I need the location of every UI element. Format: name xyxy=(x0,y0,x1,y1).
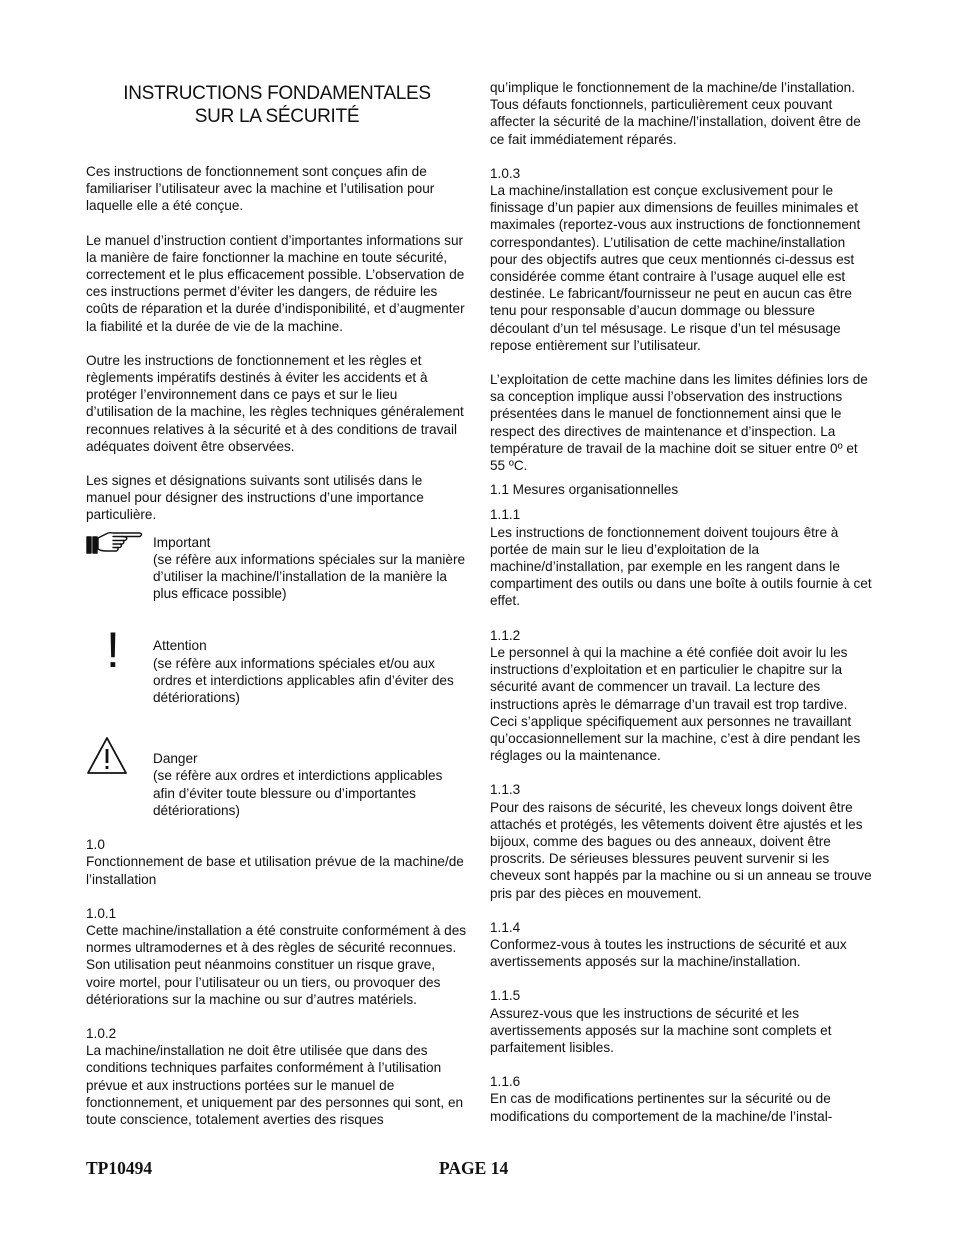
attention-notice xyxy=(86,622,468,706)
section-1-1-6 xyxy=(490,1073,872,1125)
section-text: Assurez-vous que les instructions de sécurité et les avertissements apposés sur la machine sont complets et parfaitement lisibles. xyxy=(490,1005,832,1055)
section-number: 1.1.2 xyxy=(490,627,521,643)
section-number: 1.0.1 xyxy=(86,905,117,921)
pointing-hand-icon xyxy=(86,530,146,560)
warning-triangle-icon xyxy=(86,736,128,780)
section-number: 1.1.3 xyxy=(490,782,521,798)
section-text: La machine/installation est conçue exclusivement pour le finissage d’un papier aux dimensions de feuilles minimales et maximales (reportez-vous aux instructions de fonctionnement correspondantes). L’utilisation de cette machine/installation pour des objectifs autres que ceux mentionnés ci-dessus est considérée comme étant contraire à l’usage auquel elle est destinée. Le fabricant/fournisseur ne peut en aucun cas être tenu pour responsable d’aucun dommage ou blessure découlant d’un tel mésusage. Le risque d’un tel mésusage repose entièrement sur l’utilisateur. xyxy=(490,183,861,353)
section-number: 1.1.6 xyxy=(490,1074,521,1090)
title-line-2: SUR LA SÉCURITÉ xyxy=(194,106,360,127)
signs-paragraph: Les signes et désignations suivants sont utilisés dans le manuel pour désigner des instructions d’une importance particulière. xyxy=(86,473,424,523)
important-text: (se réfère aux informations spéciales sur la manière d’utiliser la machine/l’installation de la manière la plus efficace possible) xyxy=(153,551,466,602)
section-text: Fonctionnement de base et utilisation prévue de la machine/de l’installation xyxy=(86,854,464,887)
section-number: 1.1.5 xyxy=(490,988,521,1004)
important-notice xyxy=(86,534,468,603)
danger-text: (se réfère aux ordres et interdictions applicables afin d’éviter toute blessure ou d’importantes détériorations) xyxy=(153,768,443,818)
danger-notice xyxy=(86,740,468,819)
danger-title: Danger xyxy=(153,751,198,767)
section-1-0 xyxy=(86,836,468,888)
section-1-0-3 xyxy=(490,165,872,354)
attention-text: (se réfère aux informations spéciales et/ou aux ordres et interdictions applicables afin d’éviter des détériorations) xyxy=(153,655,454,706)
section-number: 1.1.1 xyxy=(490,507,521,523)
section-text: Cette machine/installation a été construite conformément à des normes ultramodernes et à des règles de sécurité reconnues. Son utilisation peut néanmoins constituer un risque grave, voire mortel, pour l’utilisateur ou un tiers, ou provoquer des détériorations sur la machine ou sur d’autres matériels. xyxy=(86,922,467,1007)
section-1-1-5 xyxy=(490,987,872,1056)
document-id: TP10494 xyxy=(86,1158,153,1178)
exploitation-paragraph: L’exploitation de cette machine dans les limites définies lors de sa conception implique aussi l’observation des instructions présentées dans le manuel de fonctionnement ainsi que le respect des directives de maintenance et d’inspection. La température de travail de la machine doit se situer entre 0º et 55 ºC. xyxy=(490,372,868,474)
section-1-1-4 xyxy=(490,919,872,971)
left-column xyxy=(86,79,468,1128)
title-line-1: INSTRUCTIONS FONDAMENTALES xyxy=(123,83,431,104)
section-text: Conformez-vous à toutes les instructions de sécurité et aux avertissements apposés sur la machine/installation. xyxy=(490,936,847,970)
section-1-1-heading: 1.1 Mesures organisationnelles xyxy=(490,482,679,498)
page-number: PAGE 14 xyxy=(439,1158,509,1178)
section-text: Le personnel à qui la machine a été confiée doit avoir lu les instructions d’exploitation et en particulier le chapitre sur la sécurité avant de commencer un travail. La lecture des instructions après le démarrage d’un travail est trop tardive. Ceci s’applique spécifiquement aux personnes ne travaillant qu’occasionnellement sur la machine, c’est à dire pendant les réglages ou la maintenance. xyxy=(490,644,861,764)
page-title xyxy=(86,79,468,128)
important-title: Important xyxy=(153,534,211,550)
section-1-1-3 xyxy=(490,781,872,901)
section-text: En cas de modifications pertinentes sur la sécurité ou de modifications du comportement de la machine/de l’instal- xyxy=(490,1091,833,1124)
rules-paragraph: Outre les instructions de fonctionnement et les règles et règlements impératifs destinés à éviter les accidents et à protéger l’environnement dans ce pays et sur le lieu d’utilisation de la machine, les règles techniques généralement reconnues relatives à la sécurité et à des conditions de travail adéquates doivent être observées. xyxy=(86,352,464,454)
section-number: 1.0 xyxy=(86,837,105,853)
section-number: 1.0.3 xyxy=(490,165,521,181)
section-text: Les instructions de fonctionnement doivent toujours être à portée de main sur le lieu d’exploitation de la machine/d’installation, par exemple en les rangent dans le compartiment des outils ou dans une boîte à outils fournie à cet effet. xyxy=(490,524,872,609)
intro-paragraph: Ces instructions de fonctionnement sont conçues afin de familiariser l’utilisateur avec la machine et l’utilisation pour laquelle elle a été conçue. xyxy=(86,164,435,214)
section-text: La machine/installation ne doit être utilisée que dans des conditions techniques parfaites conformément à l’utilisation prévue et aux instructions portées sur le manuel de fonctionnement, et uniquement par des personnes qui sont, en toute conscience, totalement averties des risques xyxy=(86,1043,464,1127)
right-column xyxy=(490,79,872,1125)
section-number: 1.1.4 xyxy=(490,919,521,935)
exclamation-icon: ! xyxy=(106,622,120,679)
section-text: Pour des raisons de sécurité, les cheveux longs doivent être attachés et protégés, les vêtements doivent être ajustés et les bijoux, comme des bagues ou des anneaux, doivent être proscrits. De sérieuses blessures peuvent survenir si les cheveux sont happés par la machine ou si un anneau se trouve pris par des pièces en mouvement. xyxy=(490,799,872,901)
section-1-0-1 xyxy=(86,905,468,1008)
section-number: 1.0.2 xyxy=(86,1025,117,1041)
attention-title: Attention xyxy=(153,638,207,654)
manual-paragraph: Le manuel d’instruction contient d’importantes informations sur la manière de faire fonctionner la machine en toute sécurité, correctement et le plus efficacement possible. L’observation de ces instructions permet d’éviter les dangers, de réduire les coûts de réparation et la durée d’indisponibilité, et d’augmenter la fiabilité et la durée de vie de la machine. xyxy=(86,232,465,334)
section-1-1-1 xyxy=(490,506,872,609)
section-1-0-2 xyxy=(86,1025,468,1128)
section-1-1-2 xyxy=(490,627,872,765)
continued-paragraph: qu’implique le fonctionnement de la machine/de l’installation. Tous défauts fonctionnels, particulièrement ceux pouvant affecter la sécurité de la machine/l’installation, doivent être de ce fait immédiatement réparés. xyxy=(490,80,861,147)
